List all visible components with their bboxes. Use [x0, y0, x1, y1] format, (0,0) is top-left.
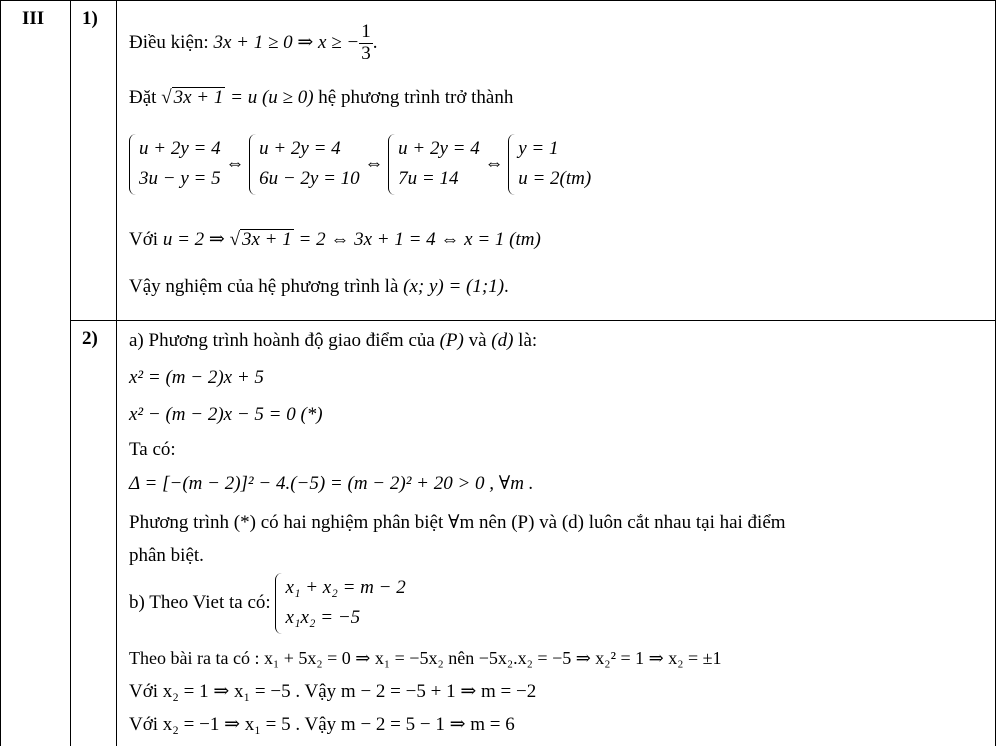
p1-with-u-math-2: = 2 ⇔ 3x + 1 = 4 ⇔ x = 1 (tm) [293, 229, 541, 250]
p2-phuong-trinh-line: Phương trình (*) có hai nghiệm phân biệt ∀m nên (P) và (d) luôn cắt nhau tại hai điểm [129, 512, 786, 533]
equiv-symbol: ⇔ [364, 152, 384, 174]
p1-condition-line [129, 22, 377, 65]
p2-a-end: là: [513, 330, 538, 351]
line-d: (d) [491, 330, 514, 351]
p2-case-1: Với x₂ = 1 ⇒ x₁ = −5 . Vậy m − 2 = −5 + 1 ⇒ m = −2 [129, 681, 537, 702]
part2-label: 2) [82, 328, 98, 349]
p2-delta: Δ = [−(m − 2)]² − 4.(−5) = (m − 2)² + 20 > 0 , ∀m . [129, 473, 534, 494]
p1-conclusion-math: (x; y) = (1;1) [403, 276, 505, 297]
system-row: y = 1 [518, 138, 559, 159]
system-2 [249, 134, 360, 195]
p1-conclusion-text: Vậy nghiệm của hệ phương trình là [129, 276, 404, 297]
p1-voi-text: Với [129, 229, 163, 250]
row-divider [70, 320, 996, 321]
p2-a-text: a) Phương trình hoành độ giao điểm của [129, 330, 440, 351]
fraction [359, 22, 373, 65]
p1-system-chain [129, 134, 591, 195]
system-1 [129, 134, 221, 195]
p1-conclusion-line [129, 277, 509, 296]
system-row: u + 2y = 4 [259, 138, 341, 159]
p1-with-u-line [129, 229, 541, 249]
p2-theo-bai-ra: Theo bài ra ta có : x₁ + 5x₂ = 0 ⇒ x₁ = −5x₂ nên −5x₂.x₂ = −5 ⇒ x₂² = 1 ⇒ x₂ = ±1 [129, 648, 722, 668]
system-row: u + 2y = 4 [139, 138, 221, 159]
p2-a-and: và [463, 330, 492, 351]
p2-a-intro [129, 331, 537, 350]
table-border-left [0, 0, 1, 746]
p1-condition-math: 3x + 1 ≥ 0 ⇒ x ≥ − [213, 31, 360, 53]
p1-condition-text: Điều kiện: [129, 31, 214, 53]
p1-sub-math: = u (u ≥ 0) [225, 87, 314, 108]
system-row: u + 2y = 4 [398, 138, 480, 159]
system-row: x₁ + x₂ = m − 2 [285, 577, 406, 598]
sqrt-icon: √ [229, 229, 240, 250]
system-row: 7u = 14 [398, 168, 459, 190]
p1-with-u-math: u = 2 ⇒ [162, 229, 230, 250]
system-4 [508, 134, 591, 195]
table-border-top [0, 0, 996, 1]
p1-substitution-line [129, 87, 513, 107]
p2-viet-text: b) Theo Viet ta có: [129, 591, 276, 613]
p1-conclusion-end: . [504, 276, 509, 297]
p1-sqrt-content: 3x + 1 [242, 229, 292, 250]
p2-phan-biet: phân biệt. [129, 545, 204, 566]
system-row: x₁x₂ = −5 [285, 607, 361, 629]
system-row: u = 2(tm) [518, 168, 592, 190]
fraction-denominator: 3 [361, 42, 371, 64]
p2-equation-1: x² = (m − 2)x + 5 [129, 367, 264, 388]
p2-case-2: Với x₂ = −1 ⇒ x₁ = 5 . Vậy m − 2 = 5 − 1 ⇒ m = 6 [129, 714, 515, 735]
equiv-symbol: ⇔ [225, 152, 245, 174]
fraction-numerator: 1 [361, 21, 371, 42]
p1-condition-end: . [372, 31, 378, 53]
p1-sqrt-content: 3x + 1 [173, 87, 224, 108]
parabola-P: (P) [439, 330, 464, 351]
section-label: III [22, 8, 45, 29]
system-3 [388, 134, 480, 195]
system-row: 3u − y = 5 [139, 168, 221, 190]
p2-viet-line [129, 573, 406, 634]
system-row: 6u − 2y = 10 [259, 168, 360, 190]
table-border-right [995, 0, 996, 746]
viet-system [275, 573, 405, 634]
equiv-symbol: ⇔ [484, 152, 504, 174]
p1-sub-text: hệ phương trình trở thành [313, 87, 514, 108]
sqrt-icon: √ [161, 87, 172, 108]
table-border-col2 [116, 0, 117, 746]
part1-label: 1) [82, 8, 98, 29]
table-border-col1 [70, 0, 71, 746]
p2-ta-co: Ta có: [129, 439, 176, 460]
p1-dat-text: Đặt [129, 87, 162, 108]
p2-equation-2: x² − (m − 2)x − 5 = 0 (*) [129, 404, 323, 425]
